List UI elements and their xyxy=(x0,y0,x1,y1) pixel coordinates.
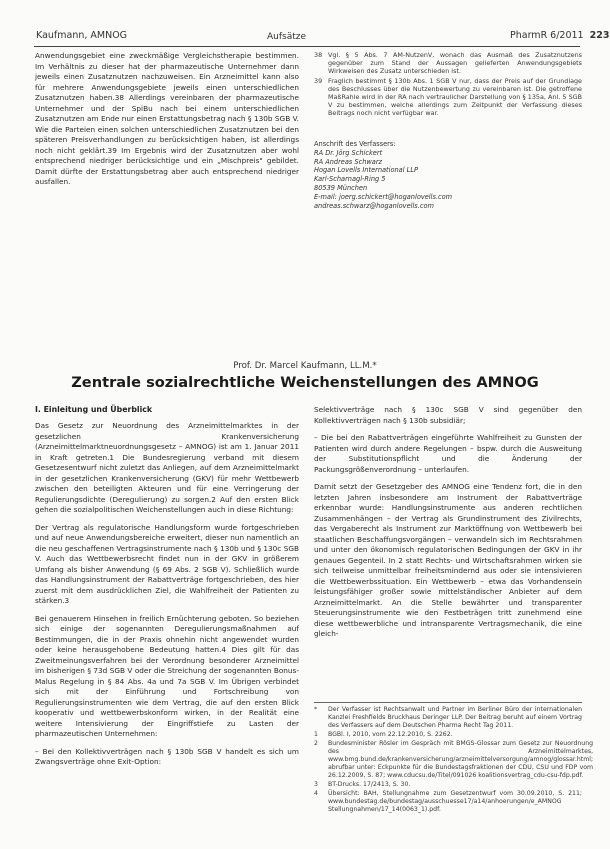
body-paragraph: Der Vertrag als regulatorische Handlungsform wurde fortgeschrieben und auf neue Anwendungsbereiche erweitert, dieser nun namentlich an die neu geschaffenen Vertragsinstrumente nach § 130b und § 130c SGB V. Auch das Wettbewerbsrecht findet nun in der GKV in größerem Umfang als bisher Anwendung (§ 69 Abs. 2 SGB V). Schließlich wurde das Handlungsinstrument der Rabattverträge fortgeschrieben, des hier zuerst mit dem ausdrücklichen Ziel, die Wahlfreiheit der Patienten zu stärken.3 xyxy=(35,522,299,605)
address-line: Hogan Lovells International LLP xyxy=(314,166,418,175)
body-paragraph: Bei genauerem Hinsehen in freilich Ernüchterung geboten. So beziehen sich einige der sogenannten Deregulierungsmaßnahmen auf Bestimmungen, die in der Praxis ohnehin nicht angewendet wurden oder keine herausgehobene Bedeutung hatten.4 Dies gilt für das Zweitmeinungsverfahren bei der Verordnung besonderer Arzneimittel im bisherigen § 73d SGB V oder die Streichung der sogenannten Bonus-Malus Regelung in § 84 Abs. 4a und 7a SGB V. Im Übrigen verbindet sich mit der Einführung und Fortschreibung von Regulierungsinstrumenten wie dem Vertrag, die auf den ersten Blick kooperativ und wettbewerbskonform wirken, in der Realität eine weitere Intensivierung der Eingriffstiefe zu Lasten der pharmazeutischen Unternehmen: xyxy=(35,613,299,738)
right-column xyxy=(314,405,582,640)
footnote-38 xyxy=(314,51,582,76)
footnote-4 xyxy=(314,790,582,814)
body-paragraph: Selektivverträge nach § 130c SGB V sind gegenüber den Kollektivverträgen nach § 130b subsidiär; xyxy=(314,405,582,425)
body-paragraph: Das Gesetz zur Neuordnung des Arzneimittelmarktes in der gesetzlichen Krankenversicherung (Arzneimittelmarktneuordnungsgesetz – AMNOG) ist am 1. Januar 2011 in Kraft getreten.1 Die Bundesregierung verband mit diesem Gesetzesentwurf nicht zuletzt das Anliegen, auf dem Arzneimittelmarkt in der gesetzlichen Krankenversicherung (GKV) für mehr Wettbewerb zwischen den beteiligten Akteuren und für eine Verringerung der Regulierungsdichte (Deregulierung) zu sorgen.2 Auf den ersten Blick gehen die sozialpolitischen Weichenstellungen auch in diese Richtung: xyxy=(35,421,299,514)
page-number: 223 xyxy=(589,30,610,41)
article-title: Zentrale sozialrechtliche Weichenstellungen des AMNOG xyxy=(71,374,539,391)
footnote-text: Fraglich bestimmt § 130b Abs. 1 SGB V nur, dass der Preis auf der Grundlage des Beschlusses über die Nutzenbewertung zu vereinbaren ist. Die getroffene MaßRahle wird in der RA nach vertraulicher Darstellung von § 135a, Anl. 5 SGB V zu bestimmen, welche allerdings zum Zeitpunkt der Verfassung dieses Beitrags noch nicht verfügbar war. xyxy=(328,76,582,118)
footnote-text: BT-Drucks. 17/2413, S. 30. xyxy=(328,781,411,788)
address-email[interactable]: E-mail: joerg.schickert@hoganlovells.com xyxy=(314,192,453,201)
body-paragraph: – Bei den Kollektivverträgen nach § 130b SGB V handelt es sich um Zwangsverträge ohne Exit-Option: xyxy=(35,746,299,766)
footnote-text: BGBl. I, 2010, vom 22.12.2010, S. 2262. xyxy=(328,731,453,738)
footnote-number: 38 xyxy=(314,51,323,59)
footnote-39 xyxy=(314,77,582,118)
footnote-text: Übersicht: BAH, Stellungnahme zum Gesetzentwurf vom 30.09.2010, S. 211; www.bundestag.de/bundestag/ausschuesse17/a14/anhoerungen/e_AMNOG Stellungnahmen/17_14(0063_1).pdf. xyxy=(328,790,582,813)
journal-issue: PharmR 6/2011 xyxy=(510,30,584,41)
running-header-section: Aufsätze xyxy=(267,32,307,42)
address-line: Karl-Scharnagl-Ring 5 xyxy=(314,175,386,184)
body-paragraph: – Die bei den Rabattverträgen eingeführte Wahlfreiheit zu Gunsten der Patienten wird durch andere Regelungen – bspw. durch die Ausweitung der Substitutionspflicht und die Änderung der Packungsgrößenverordnung – unterlaufen. xyxy=(314,433,582,474)
previous-article-continuation xyxy=(35,51,299,188)
footnote-number: * xyxy=(314,706,318,713)
body-paragraph: Damit setzt der Gesetzgeber des AMNOG eine Tendenz fort, die in den letzten Jahren insbesondere am Instrument der Rabattverträge erkennbar wurde: Handlungsinstrumente aus anderen rechtlichen Zusammenhängen – der Vertrag als Grundinstrument des Zivilrechts, das Vergaberecht als Instrument zur Marktöffnung von Wettbewerb bei staatlichen Beschaffungsvorgängen – verwandeln sich im Rechtsrahmen und unter den ökonomisch regulatorischen Bedingungen der GKV in ihr genaues Gegenteil. In 2 statt Rechts- und Wirtschaftsrahmen wirken sie sich teilweise unmittelbar freiheitsmindernd aus oder sie intensivieren die Wettbewerbssituation. Ein Wettbewerb – etwa das Vorhandensein leistungsfähiger großer sowie mittelständischer Anbieter auf dem Arzneimittelmarkt. An die Stelle bewährter und transparenter Steuerungsinstrumente wie den Festbeträgen tritt zunehmend eine diese wettbewerbliche und intransparente Vertragsmechanik, die eine gleich- xyxy=(314,482,582,638)
address-line: RA Dr. Jörg Schickert xyxy=(314,148,383,157)
address-line: 80539 München xyxy=(314,183,368,192)
footnote-number: 4 xyxy=(314,790,318,797)
footnote-number: 2 xyxy=(314,740,318,747)
top-footnotes xyxy=(314,51,582,119)
address-heading: Anschrift des Verfassers: xyxy=(314,140,396,148)
author-address xyxy=(314,140,582,210)
article-author: Prof. Dr. Marcel Kaufmann, LL.M.* xyxy=(233,361,377,371)
header-rule xyxy=(34,46,580,47)
address-line: RA Andreas Schwarz xyxy=(314,157,382,166)
address-email[interactable]: andreas.schwarz@hoganlovells.com xyxy=(314,201,434,210)
left-column xyxy=(35,405,299,768)
footnote-number: 3 xyxy=(314,781,318,788)
bottom-footnotes xyxy=(314,702,594,815)
section-heading: I. Einleitung und Überblick xyxy=(35,405,153,414)
footnote-text: Der Verfasser ist Rechtsanwalt und Partner im Berliner Büro der internationalen Kanzlei Freshfields Bruckhaus Deringer LLP. Der Beitrag beruht auf einem Vortrag des Verfassers auf dem Deutschen Pharma Recht Tag 2011. xyxy=(328,706,582,729)
footnote-2 xyxy=(314,740,594,780)
running-header-author: Kaufmann, AMNOG xyxy=(36,30,128,41)
footnote-number: 1 xyxy=(314,731,318,738)
footnote-author xyxy=(314,706,582,730)
footnote-3 xyxy=(314,781,582,789)
footnote-text: Bundesminister Rösler im Gespräch mit BMGS-Glossar zum Gesetz zur Neuordnung des Arzneimittelmarktes, www.bmg.bund.de/krankenversicherung/arzneimittelversorgung/amnog/glossar.html; abrufbar unter: Eckpunkte für die Bundestagsfraktionen der CDU, CSU und FDP vom 26.12.2009, S. 87; www.cducsu.de/Titel/091026 koalitionsvertrag_cdu-csu-fdp.pdf. xyxy=(328,740,594,779)
footnote-1 xyxy=(314,731,582,739)
running-header-journal xyxy=(510,30,609,41)
footnote-number: 39 xyxy=(314,76,323,85)
continuation-paragraph: Anwendungsgebiet eine zweckmäßige Vergleichstherapie bestimmen. Im Verhältnis zu dieser hat der pharmazeutische Unternehmer dann jeweils einen Zusatznutzen nachzuweisen. Ein Arzneimittel kann also für mehrere Anwendungsgebiete jeweils einen unterschiedlichen Zusatznutzen haben.38 Allerdings vereinbaren der pharmazeutische Unternehmer und der SpiBu nach bei einem unterschiedlichen Zusatznutzen am Ende nur einen Erstattungsbetrag nach § 130b SGB V. Wie die Parteien einen solchen unterschiedlichen Zusatznutzen bei den späteren Preisverhandlungen zu berücksichtigen haben, ist allerdings noch nicht geklärt.39 Im Ergebnis wird der Zusatznutzen aber wohl entsprechend niedriger berücksichtige und ein „Mischpreis" gebildet. Damit dürfte der Erstattungsbetrag aber auch entsprechend niedriger ausfallen. xyxy=(35,51,299,186)
footnote-text: Vgl. § 5 Abs. 7 AM-NutzenV, wonach das Ausmaß des Zusatznutzens gegenüber zum Stand der Aussagen gelieferten Anwendungsgebiets Wirkweisen des Zusatz unterschieden ist. xyxy=(328,51,582,76)
